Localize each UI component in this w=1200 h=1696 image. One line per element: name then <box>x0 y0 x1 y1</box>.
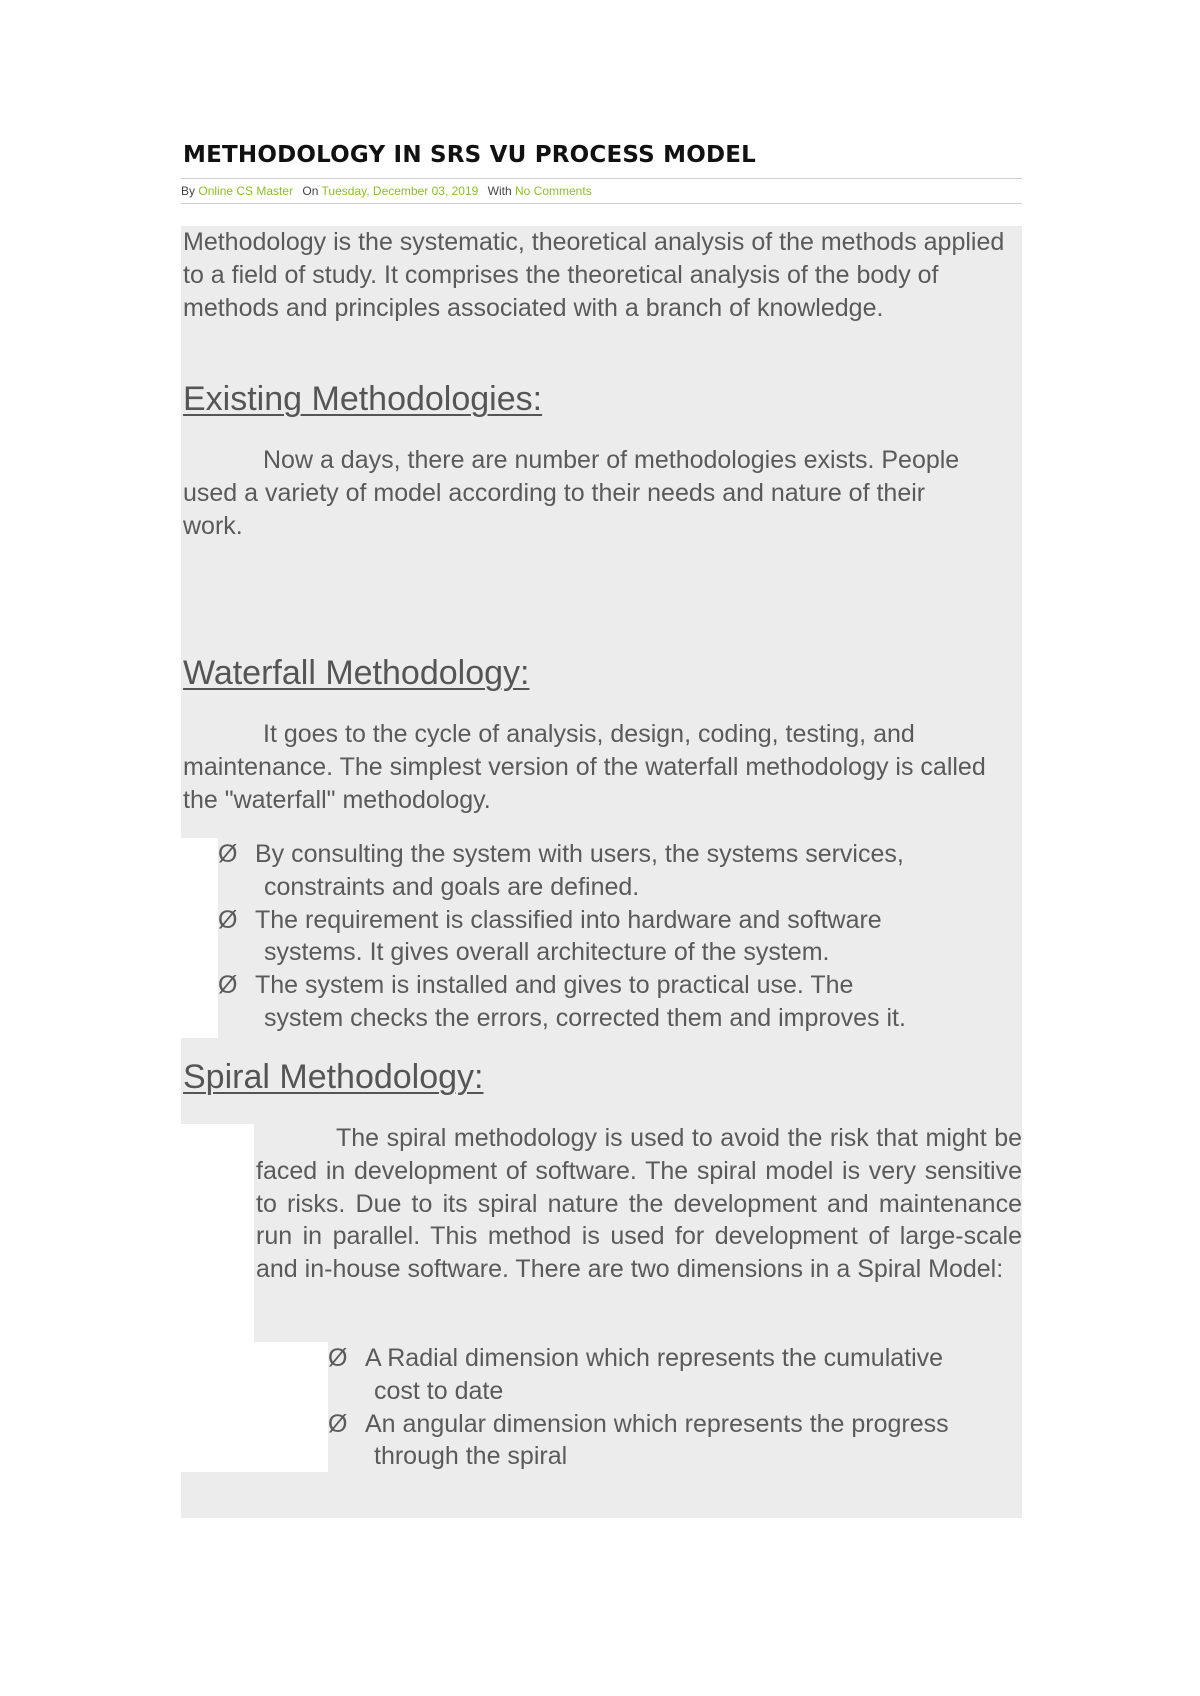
list-item-text-cont: constraints and goals are defined. <box>264 872 640 901</box>
list-item-text-cont: cost to date <box>374 1376 504 1405</box>
spiral-bullet-list <box>328 1342 1022 1473</box>
list-item-text: An angular dimension which represents the progress <box>365 1409 949 1438</box>
list-item-text: A Radial dimension which represents the cumulative <box>365 1344 944 1372</box>
arrow-bullet-icon: Ø <box>218 840 238 868</box>
highlight-block-spiral-end <box>363 1490 1022 1518</box>
spiral-methodology-paragraph: The spiral methodology is used to avoid the risk that might be faced in development of software. The spiral model is very sensitive to risks. Due to its spiral nature the development and maintenance run in parallel. This method is used for development of large-scale and in-house software. There are two dimensions in a Spiral Model: <box>256 1124 1022 1284</box>
author-link[interactable]: Online CS Master <box>198 184 294 198</box>
spiral-methodology-heading: Spiral Methodology: <box>183 1058 484 1096</box>
list-item <box>328 1408 1022 1474</box>
date-link[interactable]: Tuesday, December 03, 2019 <box>321 184 479 198</box>
arrow-bullet-icon: Ø <box>218 905 238 934</box>
waterfall-bullet-list <box>218 838 1018 1035</box>
list-item-text-cont: system checks the errors, corrected them and improves it. <box>264 1003 906 1032</box>
list-item <box>218 969 1018 1035</box>
list-item-text-cont: systems. It gives overall architecture of the system. <box>264 938 830 967</box>
page-title: METHODOLOGY IN SRS VU PROCESS MODEL <box>183 142 757 168</box>
existing-methodologies-paragraph: Now a days, there are number of methodologies exists. People used a variety of model according to their needs and nature of their work. <box>183 446 960 540</box>
arrow-bullet-icon: Ø <box>328 1409 348 1438</box>
list-item-text-cont: through the spiral <box>374 1442 568 1471</box>
existing-methodologies-heading: Existing Methodologies: <box>183 380 543 418</box>
post-meta-bar <box>181 178 1022 204</box>
list-item-text: The system is installed and gives to practical use. The <box>255 971 854 1000</box>
meta-on-label: On <box>302 184 319 198</box>
comments-link[interactable]: No Comments <box>515 184 592 198</box>
list-item <box>218 904 1018 970</box>
arrow-bullet-icon: Ø <box>328 1344 348 1372</box>
intro-paragraph: Methodology is the systematic, theoretical analysis of the methods applied to a field of study. It comprises the theoretical analysis of the body of methods and principles associated with a branch of knowledge. <box>183 228 1005 322</box>
list-item-text: The requirement is classified into hardware and software <box>255 905 882 934</box>
list-item <box>328 1342 1022 1408</box>
list-item <box>218 838 1018 904</box>
waterfall-methodology-heading: Waterfall Methodology: <box>183 654 530 692</box>
meta-with-label: With <box>487 184 512 198</box>
arrow-bullet-icon: Ø <box>218 971 238 1000</box>
meta-by-label: By <box>181 184 196 198</box>
list-item-text: By consulting the system with users, the systems services, <box>255 840 904 868</box>
waterfall-methodology-paragraph: It goes to the cycle of analysis, design, coding, testing, and maintenance. The simplest version of the waterfall methodology is called the "waterfall" methodology. <box>183 720 986 814</box>
